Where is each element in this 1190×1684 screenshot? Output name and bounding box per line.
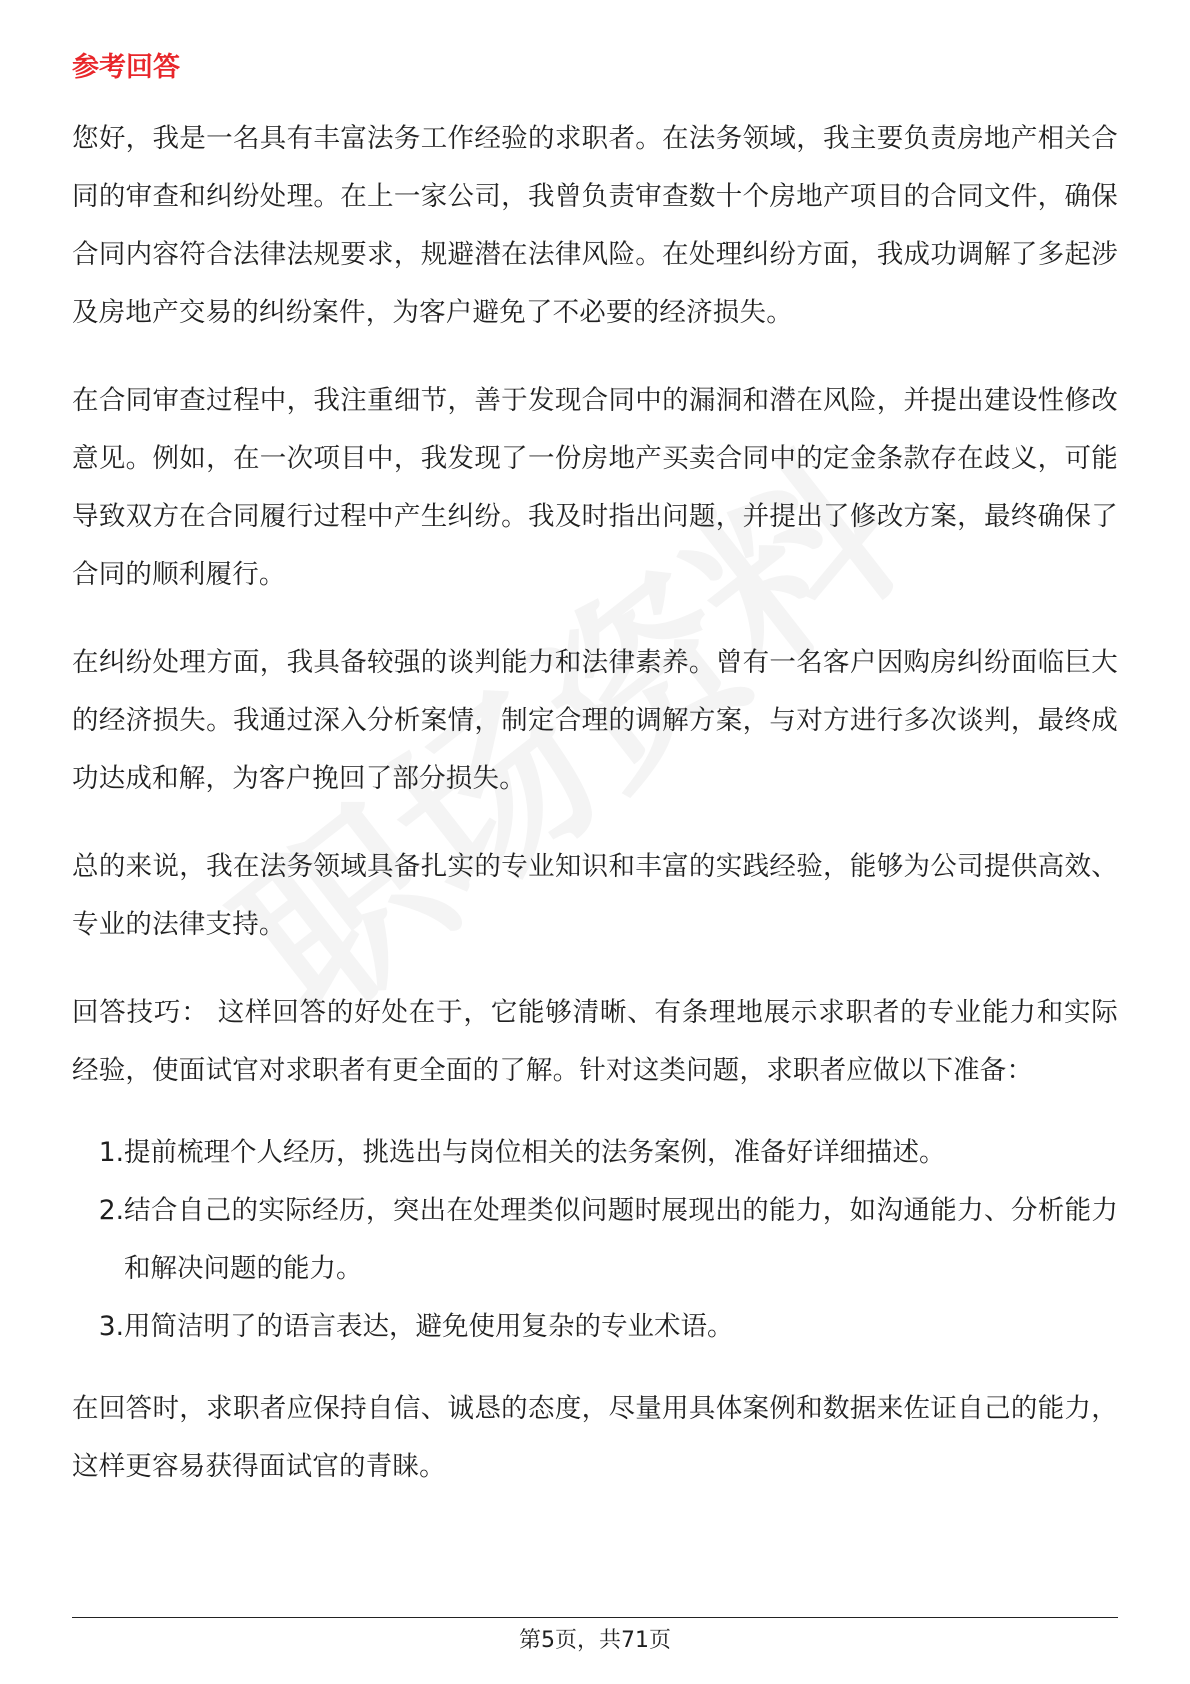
step-number: 1. [98,1137,124,1168]
paragraph-dispute-handling: 在纠纷处理方面，我具备较强的谈判能力和法律素养。曾有一名客户因购房纠纷面临巨大的经济损失。我通过深入分析案情，制定合理的调解方案，与对方进行多次谈判，最终成功达成和解，为客户挽回了部分损失。 [72,647,1118,794]
list-item [72,1182,1118,1298]
list-item [72,1124,1118,1182]
paragraph-closing: 在回答时，求职者应保持自信、诚恳的态度，尽量用具体案例和数据来佐证自己的能力，这样更容易获得面试官的青睐。 [72,1393,1118,1482]
footer-divider [72,1617,1118,1618]
paragraph-tips: 回答技巧： 这样回答的好处在于，它能够清晰、有条理地展示求职者的专业能力和实际经验，使面试官对求职者有更全面的了解。针对这类问题，求职者应做以下准备： [72,997,1118,1086]
page-number: 第5页，共71页 [519,1628,671,1653]
paragraph-intro: 您好，我是一名具有丰富法务工作经验的求职者。在法务领域，我主要负责房地产相关合同的审查和纠纷处理。在上一家公司，我曾负责审查数十个房地产项目的合同文件，确保合同内容符合法律法规要求，规避潜在法律风险。在处理纠纷方面，我成功调解了多起涉及房地产交易的纠纷案件，为客户避免了不必要的经济损失。 [72,123,1118,328]
step-text: 提前梳理个人经历，挑选出与岗位相关的法务案例，准备好详细描述。 [124,1137,946,1168]
list-item [72,1298,1118,1356]
step-number: 2. [98,1195,124,1226]
paragraph-contract-review: 在合同审查过程中，我注重细节，善于发现合同中的漏洞和潜在风险，并提出建设性修改意见。例如，在一次项目中，我发现了一份房地产买卖合同中的定金条款存在歧义，可能导致双方在合同履行过程中产生纠纷。我及时指出问题，并提出了修改方案，最终确保了合同的顺利履行。 [72,385,1118,590]
step-number: 3. [98,1311,124,1342]
step-text: 结合自己的实际经历，突出在处理类似问题时展现出的能力，如沟通能力、分析能力和解决问题的能力。 [124,1195,1118,1284]
preparation-steps [72,1124,1118,1356]
paragraph-summary: 总的来说，我在法务领域具备扎实的专业知识和丰富的实践经验，能够为公司提供高效、专业的法律支持。 [72,851,1118,940]
answer-content [72,48,1118,1526]
step-text: 用简洁明了的语言表达，避免使用复杂的专业术语。 [124,1311,734,1342]
section-title: 参考回答 [72,52,180,83]
